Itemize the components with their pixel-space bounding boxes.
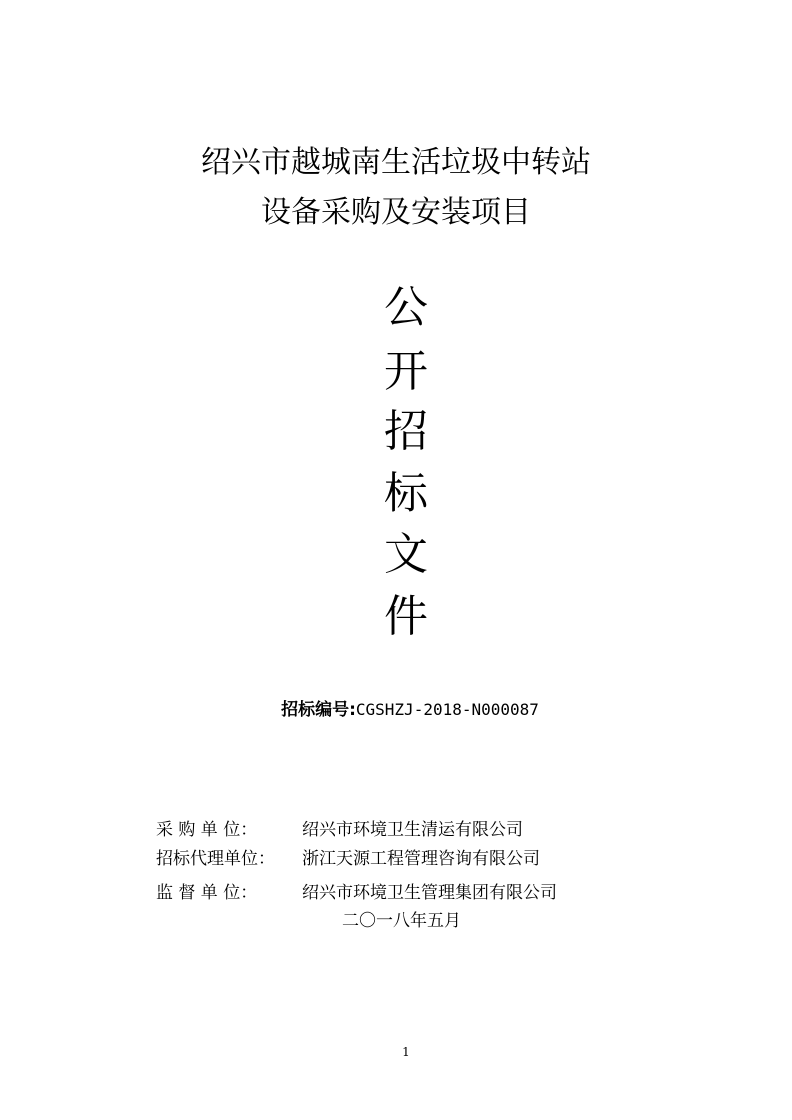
doc-type-char-6: 件: [384, 591, 428, 642]
document-date: 二〇一八年五月: [342, 911, 461, 931]
bid-number: [0, 698, 792, 722]
buyer-label: 采 购 单 位：: [156, 820, 258, 840]
supervisor-value: 绍兴市环境卫生管理集团有限公司: [302, 883, 557, 903]
doc-type-char-2: 开: [384, 346, 428, 397]
agent-value: 浙江天源工程管理咨询有限公司: [302, 849, 540, 869]
agent-row: [156, 847, 540, 871]
supervisor-row: [156, 881, 557, 905]
agent-label: 招标代理单位：: [156, 849, 275, 869]
doc-type-char-3: 招: [384, 406, 428, 457]
doc-type-char-5: 文: [384, 529, 428, 580]
page-number: 1: [402, 1045, 410, 1059]
document-title-line-1: 绍兴市越城南生活垃圾中转站: [201, 145, 591, 180]
buyer-row: [156, 818, 523, 842]
doc-type-char-4: 标: [384, 468, 428, 519]
bid-number-label: 招标编号:: [281, 700, 356, 720]
buyer-value: 绍兴市环境卫生清运有限公司: [302, 820, 523, 840]
supervisor-label: 监 督 单 位：: [156, 883, 258, 903]
document-title-line-2: 设备采购及安装项目: [261, 195, 531, 230]
bid-number-value: CGSHZJ-2018-N000087: [355, 700, 539, 719]
doc-type-char-1: 公: [384, 282, 428, 333]
